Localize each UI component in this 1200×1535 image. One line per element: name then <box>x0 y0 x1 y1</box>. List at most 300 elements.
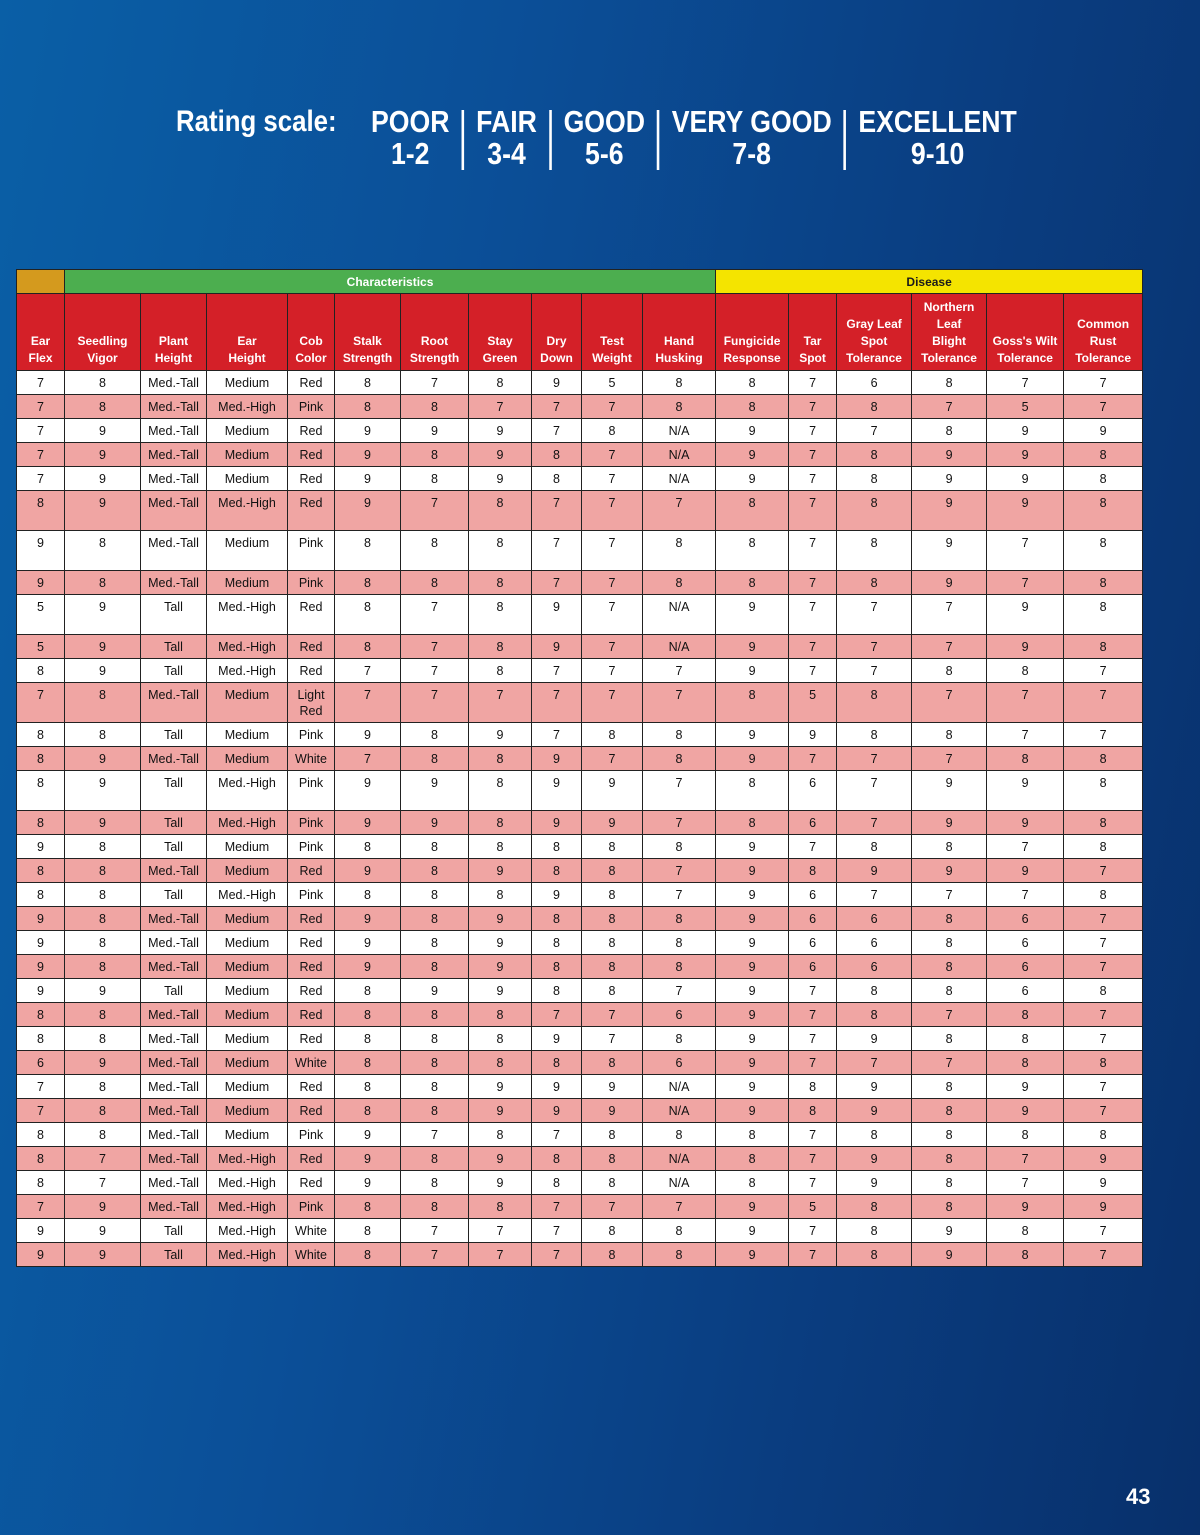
table-cell: 7 <box>912 747 987 771</box>
table-cell: 8 <box>469 491 532 531</box>
table-cell: 8 <box>987 1051 1064 1075</box>
table-cell: 7 <box>582 531 643 571</box>
table-cell: 9 <box>335 419 401 443</box>
table-cell: Med.-High <box>207 635 288 659</box>
table-cell: 8 <box>17 811 65 835</box>
table-cell: 9 <box>65 467 141 491</box>
table-cell: 8 <box>582 931 643 955</box>
table-cell: 9 <box>1064 1171 1143 1195</box>
table-cell: Med.-High <box>207 771 288 811</box>
table-cell: 9 <box>65 1195 141 1219</box>
table-cell: 8 <box>65 1027 141 1051</box>
table-cell: 7 <box>789 1123 837 1147</box>
table-cell: 6 <box>987 955 1064 979</box>
table-cell: 9 <box>532 771 582 811</box>
table-cell: 7 <box>987 531 1064 571</box>
table-cell: 8 <box>582 835 643 859</box>
table-cell: 7 <box>17 683 65 723</box>
table-cell: 9 <box>987 467 1064 491</box>
table-cell: 6 <box>837 955 912 979</box>
table-cell: 7 <box>789 443 837 467</box>
table-cell: 9 <box>987 1099 1064 1123</box>
table-cell: 9 <box>987 635 1064 659</box>
table-cell: 7 <box>401 635 469 659</box>
table-cell: 9 <box>582 771 643 811</box>
table-cell: 9 <box>716 1051 789 1075</box>
table-cell: Tall <box>141 771 207 811</box>
table-cell: 9 <box>912 1243 987 1267</box>
table-cell: 8 <box>1064 467 1143 491</box>
table-cell: 7 <box>1064 1003 1143 1027</box>
table-row <box>17 771 1143 811</box>
table-cell: N/A <box>643 595 716 635</box>
table-cell: Pink <box>288 1195 335 1219</box>
table-cell: 8 <box>837 467 912 491</box>
table-cell: 8 <box>1064 1051 1143 1075</box>
table-cell: 8 <box>532 1171 582 1195</box>
column-header: Northern Leaf Blight Tolerance <box>912 294 987 371</box>
table-cell: 9 <box>716 467 789 491</box>
table-cell: 7 <box>837 747 912 771</box>
table-cell: Medium <box>207 1051 288 1075</box>
table-cell: 7 <box>789 1027 837 1051</box>
table-cell: 8 <box>335 1075 401 1099</box>
table-cell: 9 <box>716 1219 789 1243</box>
table-cell: 8 <box>716 395 789 419</box>
table-cell: Med.-High <box>207 1243 288 1267</box>
table-cell: Medium <box>207 443 288 467</box>
table-cell: 7 <box>1064 371 1143 395</box>
table-cell: White <box>288 1243 335 1267</box>
table-cell: 8 <box>65 955 141 979</box>
table-cell: 7 <box>789 979 837 1003</box>
table-cell: 8 <box>716 771 789 811</box>
table-cell: 8 <box>17 859 65 883</box>
table-cell: Red <box>288 1171 335 1195</box>
table-cell: 9 <box>401 419 469 443</box>
table-cell: 7 <box>789 419 837 443</box>
table-cell: 8 <box>335 635 401 659</box>
table-cell: 6 <box>789 931 837 955</box>
table-cell: 8 <box>469 659 532 683</box>
table-cell: 8 <box>17 1171 65 1195</box>
table-cell: 9 <box>17 571 65 595</box>
table-cell: Med.-High <box>207 395 288 419</box>
table-row <box>17 747 1143 771</box>
table-cell: 8 <box>987 747 1064 771</box>
table-cell: 7 <box>912 635 987 659</box>
table-cell: 8 <box>643 571 716 595</box>
table-cell: 9 <box>987 491 1064 531</box>
table-cell: 7 <box>1064 723 1143 747</box>
table-cell: Red <box>288 467 335 491</box>
table-cell: 8 <box>401 907 469 931</box>
table-cell: 8 <box>335 1027 401 1051</box>
table-cell: 9 <box>912 771 987 811</box>
table-cell: 9 <box>335 1147 401 1171</box>
table-cell: 8 <box>65 835 141 859</box>
table-cell: Tall <box>141 659 207 683</box>
table-cell: 9 <box>716 931 789 955</box>
table-cell: 8 <box>401 1027 469 1051</box>
table-cell: 9 <box>17 835 65 859</box>
column-header: Seedling Vigor <box>65 294 141 371</box>
rating-level-name: FAIR <box>476 104 537 139</box>
table-cell: 8 <box>987 1219 1064 1243</box>
table-row <box>17 683 1143 723</box>
table-cell: 7 <box>789 1003 837 1027</box>
table-cell: 8 <box>837 531 912 571</box>
table-cell: Med.-High <box>207 1171 288 1195</box>
table-cell: 9 <box>65 1219 141 1243</box>
table-cell: 7 <box>532 531 582 571</box>
table-cell: 8 <box>987 659 1064 683</box>
table-cell: 7 <box>987 883 1064 907</box>
table-cell: 7 <box>582 395 643 419</box>
table-row <box>17 979 1143 1003</box>
table-cell: 9 <box>532 595 582 635</box>
table-cell: Red <box>288 1003 335 1027</box>
table-cell: 8 <box>17 1123 65 1147</box>
table-cell: 7 <box>912 395 987 419</box>
table-cell: 7 <box>469 1219 532 1243</box>
table-cell: 7 <box>1064 395 1143 419</box>
table-cell: 8 <box>912 419 987 443</box>
table-cell: 7 <box>987 571 1064 595</box>
table-cell: 8 <box>17 659 65 683</box>
table-cell: 8 <box>335 1243 401 1267</box>
table-row <box>17 1051 1143 1075</box>
table-cell: 6 <box>987 907 1064 931</box>
table-cell: 7 <box>401 595 469 635</box>
table-cell: 8 <box>912 835 987 859</box>
table-cell: 9 <box>716 883 789 907</box>
table-cell: Med.-High <box>207 491 288 531</box>
table-cell: 7 <box>643 979 716 1003</box>
table-cell: 7 <box>837 1051 912 1075</box>
column-header: Hand Husking <box>643 294 716 371</box>
table-cell: 8 <box>401 1147 469 1171</box>
rating-level <box>846 106 1029 170</box>
table-cell: 9 <box>912 811 987 835</box>
table-cell: Tall <box>141 635 207 659</box>
rating-level <box>660 106 844 170</box>
table-cell: Med.-Tall <box>141 931 207 955</box>
table-cell: Medium <box>207 1123 288 1147</box>
table-cell: 8 <box>912 907 987 931</box>
table-cell: 7 <box>401 1123 469 1147</box>
column-header: Goss's Wilt Tolerance <box>987 294 1064 371</box>
table-cell: 8 <box>469 771 532 811</box>
table-cell: 7 <box>17 419 65 443</box>
table-cell: 8 <box>716 1123 789 1147</box>
column-header: Gray Leaf Spot Tolerance <box>837 294 912 371</box>
table-cell: 7 <box>17 1075 65 1099</box>
table-cell: 8 <box>1064 883 1143 907</box>
table-cell: Med.-Tall <box>141 1099 207 1123</box>
table-cell: 8 <box>469 595 532 635</box>
table-cell: Red <box>288 1099 335 1123</box>
table-cell: 8 <box>582 419 643 443</box>
table-cell: 8 <box>532 443 582 467</box>
table-cell: 9 <box>401 771 469 811</box>
table-cell: 7 <box>643 683 716 723</box>
table-cell: 7 <box>1064 1243 1143 1267</box>
table-cell: 7 <box>789 491 837 531</box>
table-cell: 6 <box>643 1051 716 1075</box>
table-cell: 8 <box>532 835 582 859</box>
table-cell: 7 <box>837 811 912 835</box>
table-cell: 9 <box>837 859 912 883</box>
table-cell: Medium <box>207 1099 288 1123</box>
column-header: Fungicide Response <box>716 294 789 371</box>
table-row <box>17 1123 1143 1147</box>
table-cell: 9 <box>532 811 582 835</box>
table-cell: 8 <box>335 1219 401 1243</box>
table-cell: White <box>288 1219 335 1243</box>
table-cell: 7 <box>789 571 837 595</box>
rating-level-name: POOR <box>370 104 450 139</box>
table-cell: Red <box>288 371 335 395</box>
table-cell: 8 <box>716 491 789 531</box>
table-cell: 8 <box>532 467 582 491</box>
table-cell: 9 <box>335 1171 401 1195</box>
rating-level-name: EXCELLENT <box>858 104 1017 139</box>
table-cell: 8 <box>65 371 141 395</box>
table-cell: 9 <box>65 811 141 835</box>
table-cell: 7 <box>837 883 912 907</box>
table-cell: Pink <box>288 1123 335 1147</box>
rating-level <box>552 106 658 170</box>
rating-level-range: 7-8 <box>732 136 771 171</box>
table-cell: 7 <box>582 1195 643 1219</box>
table-cell: 5 <box>789 683 837 723</box>
table-cell: Red <box>288 907 335 931</box>
column-header: Root Strength <box>401 294 469 371</box>
table-cell: 8 <box>401 1195 469 1219</box>
table-cell: 7 <box>1064 683 1143 723</box>
table-cell: 9 <box>65 659 141 683</box>
table-cell: 9 <box>65 1243 141 1267</box>
table-cell: 8 <box>912 723 987 747</box>
column-header: Stay Green <box>469 294 532 371</box>
table-cell: 9 <box>837 1075 912 1099</box>
table-cell: 7 <box>643 491 716 531</box>
table-cell: 9 <box>65 1051 141 1075</box>
table-cell: 7 <box>532 1003 582 1027</box>
table-cell: 7 <box>532 723 582 747</box>
table-cell: 8 <box>837 979 912 1003</box>
table-cell: Med.-Tall <box>141 907 207 931</box>
table-cell: 5 <box>789 1195 837 1219</box>
table-cell: 9 <box>912 531 987 571</box>
table-cell: 9 <box>532 1075 582 1099</box>
table-cell: 9 <box>335 859 401 883</box>
table-cell: 8 <box>335 531 401 571</box>
table-cell: 8 <box>1064 443 1143 467</box>
table-cell: N/A <box>643 1147 716 1171</box>
table-cell: Pink <box>288 571 335 595</box>
table-cell: 8 <box>469 635 532 659</box>
table-cell: 9 <box>335 467 401 491</box>
table-row <box>17 467 1143 491</box>
table-cell: Med.-Tall <box>141 419 207 443</box>
table-cell: 7 <box>582 1027 643 1051</box>
table-cell: 8 <box>582 883 643 907</box>
table-cell: 9 <box>532 1099 582 1123</box>
table-cell: 9 <box>17 955 65 979</box>
table-row <box>17 859 1143 883</box>
table-cell: 8 <box>716 1171 789 1195</box>
table-cell: 8 <box>335 571 401 595</box>
table-cell: 9 <box>716 635 789 659</box>
table-cell: 8 <box>912 371 987 395</box>
table-cell: 8 <box>716 531 789 571</box>
table-cell: 7 <box>65 1171 141 1195</box>
table-cell: 6 <box>643 1003 716 1027</box>
table-cell: 8 <box>1064 635 1143 659</box>
table-cell: 7 <box>789 371 837 395</box>
table-cell: 9 <box>716 979 789 1003</box>
table-cell: 9 <box>716 1099 789 1123</box>
table-row <box>17 395 1143 419</box>
table-cell: 9 <box>65 771 141 811</box>
table-cell: Med.-Tall <box>141 1171 207 1195</box>
table-cell: 9 <box>335 955 401 979</box>
table-cell: Red <box>288 491 335 531</box>
table-cell: 8 <box>643 1027 716 1051</box>
table-row <box>17 659 1143 683</box>
table-cell: 8 <box>1064 771 1143 811</box>
table-cell: Tall <box>141 811 207 835</box>
table-cell: 7 <box>469 395 532 419</box>
table-cell: 9 <box>912 1219 987 1243</box>
table-cell: 8 <box>532 1147 582 1171</box>
table-cell: 7 <box>789 747 837 771</box>
table-cell: 8 <box>582 1147 643 1171</box>
table-cell: 9 <box>987 443 1064 467</box>
table-cell: 7 <box>789 659 837 683</box>
table-cell: 8 <box>643 907 716 931</box>
table-cell: 7 <box>582 467 643 491</box>
table-cell: 9 <box>716 1075 789 1099</box>
table-row <box>17 371 1143 395</box>
column-header: Stalk Strength <box>335 294 401 371</box>
table-cell: Medium <box>207 683 288 723</box>
table-cell: 7 <box>469 683 532 723</box>
table-cell: 7 <box>17 371 65 395</box>
rating-scale <box>176 106 1029 172</box>
table-cell: 8 <box>532 979 582 1003</box>
table-cell: 7 <box>643 659 716 683</box>
table-cell: 8 <box>582 979 643 1003</box>
table-cell: Med.-Tall <box>141 747 207 771</box>
table-cell: Med.-High <box>207 1219 288 1243</box>
table-cell: Med.-Tall <box>141 683 207 723</box>
table-cell: 7 <box>987 723 1064 747</box>
table-cell: 8 <box>582 1171 643 1195</box>
table-cell: 8 <box>401 931 469 955</box>
table-cell: Med.-Tall <box>141 571 207 595</box>
table-cell: 8 <box>643 835 716 859</box>
table-cell: 7 <box>401 1219 469 1243</box>
table-cell: 8 <box>912 1075 987 1099</box>
table-cell: 8 <box>401 1003 469 1027</box>
table-cell: 7 <box>582 1003 643 1027</box>
table-cell: 8 <box>643 723 716 747</box>
table-row <box>17 883 1143 907</box>
table-cell: 7 <box>643 859 716 883</box>
table-cell: Medium <box>207 467 288 491</box>
table-cell: 7 <box>837 595 912 635</box>
table-cell: 8 <box>17 883 65 907</box>
table-cell: 8 <box>582 907 643 931</box>
table-cell: 9 <box>469 1147 532 1171</box>
group-header-blank <box>17 270 65 294</box>
table-cell: Med.-High <box>207 811 288 835</box>
rating-level-range: 5-6 <box>585 136 624 171</box>
table-row <box>17 1243 1143 1267</box>
table-cell: 8 <box>335 1051 401 1075</box>
table-cell: Med.-Tall <box>141 531 207 571</box>
table-cell: 7 <box>532 1195 582 1219</box>
table-cell: 7 <box>1064 659 1143 683</box>
table-cell: 8 <box>912 1147 987 1171</box>
table-cell: Red <box>288 595 335 635</box>
column-header: Dry Down <box>532 294 582 371</box>
table-cell: 6 <box>987 931 1064 955</box>
table-cell: Medium <box>207 955 288 979</box>
table-cell: 7 <box>837 419 912 443</box>
table-cell: 8 <box>837 491 912 531</box>
table-cell: Med.-High <box>207 883 288 907</box>
table-cell: 8 <box>17 491 65 531</box>
table-cell: 8 <box>1064 595 1143 635</box>
table-cell: 7 <box>643 771 716 811</box>
table-cell: N/A <box>643 1099 716 1123</box>
table-cell: Medium <box>207 723 288 747</box>
table-cell: 9 <box>582 1099 643 1123</box>
table-cell: 8 <box>401 395 469 419</box>
table-cell: 8 <box>532 931 582 955</box>
table-cell: Light Red <box>288 683 335 723</box>
table-cell: 9 <box>17 931 65 955</box>
table-cell: N/A <box>643 419 716 443</box>
table-cell: 8 <box>469 571 532 595</box>
table-cell: 9 <box>532 371 582 395</box>
table-cell: 8 <box>532 955 582 979</box>
table-body <box>17 371 1143 1267</box>
table-cell: Tall <box>141 979 207 1003</box>
table-cell: 9 <box>716 723 789 747</box>
table-cell: 6 <box>789 907 837 931</box>
rating-level <box>359 106 462 170</box>
table-cell: Med.-Tall <box>141 1027 207 1051</box>
table-row <box>17 635 1143 659</box>
table-cell: 8 <box>837 835 912 859</box>
table-cell: White <box>288 747 335 771</box>
table-cell: 9 <box>335 907 401 931</box>
table-cell: 9 <box>716 747 789 771</box>
table-cell: 9 <box>469 955 532 979</box>
table-cell: 7 <box>582 659 643 683</box>
table-cell: 7 <box>17 395 65 419</box>
table-cell: 8 <box>65 723 141 747</box>
table-cell: 9 <box>65 595 141 635</box>
table-cell: 9 <box>532 1027 582 1051</box>
table-cell: N/A <box>643 467 716 491</box>
table-cell: 9 <box>469 979 532 1003</box>
